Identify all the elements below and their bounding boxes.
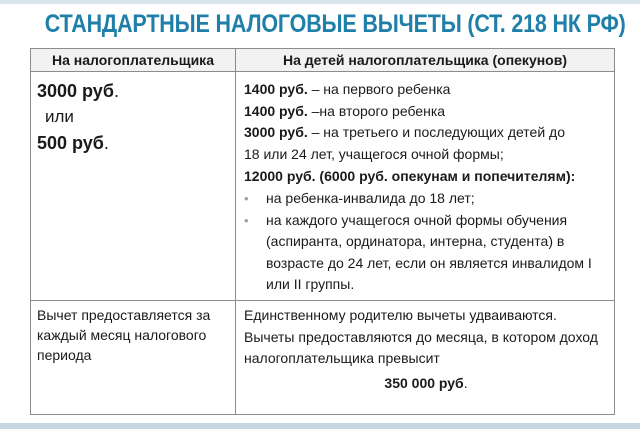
third-child-line-cont: 18 или 24 лет, учащегося очной формы; <box>244 145 504 162</box>
income-limit: 350 000 руб. <box>384 374 468 391</box>
taxpayer-amounts-cell <box>31 72 236 301</box>
single-parent-line: Единственному родителю вычеты удваиваются. <box>244 306 557 323</box>
second-child-line: 1400 руб. –на второго ребенка <box>244 102 446 119</box>
bullet-icon: • <box>244 190 249 206</box>
limit-line: Вычеты предоставляются до месяца, в котором доход налогоплательщика превысит <box>244 328 598 367</box>
disabled-child-heading: 12000 руб. (6000 руб. опекунам и попечителям): <box>244 168 576 185</box>
bullet-icon: • <box>244 212 249 228</box>
list-item: • на каждого учащегося очной формы обучения (аспиранта, ординатора, интерна, студента) в возрасте до 24 лет, если он является инвалидом I или II группы. <box>244 210 608 296</box>
table-row <box>31 300 615 414</box>
header-taxpayer: На налогоплательщика <box>31 49 236 72</box>
deductions-table <box>30 48 615 415</box>
table-row <box>31 72 615 301</box>
children-amounts-cell <box>236 72 615 301</box>
or-label: или <box>45 107 74 126</box>
monthly-note: Вычет предоставляется за каждый месяц налогового периода <box>37 306 211 363</box>
single-parent-cell <box>236 300 615 414</box>
monthly-note-cell <box>31 300 236 414</box>
amount-500: 500 руб. <box>37 133 109 153</box>
amount-3000: 3000 руб. <box>37 81 119 101</box>
first-child-line: 1400 руб. – на первого ребенка <box>244 81 451 97</box>
third-child-line: 3000 руб. – на третьего и последующих детей до <box>244 124 566 141</box>
list-item: • на ребенка-инвалида до 18 лет; <box>244 188 608 210</box>
header-children: На детей налогоплательщика (опекунов) <box>236 49 615 72</box>
page-title: СТАНДАРТНЫЕ НАЛОГОВЫЕ ВЫЧЕТЫ (СТ. 218 НК РФ) <box>44 10 626 38</box>
table-header-row <box>31 49 615 72</box>
